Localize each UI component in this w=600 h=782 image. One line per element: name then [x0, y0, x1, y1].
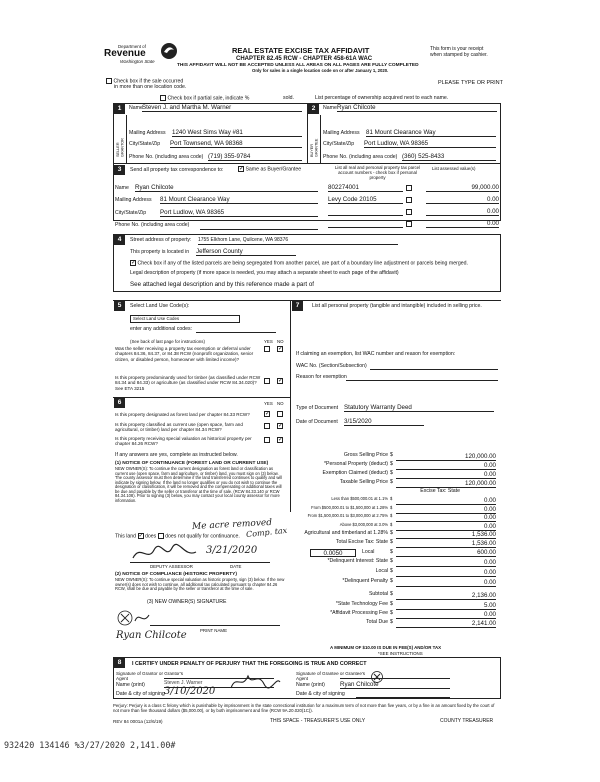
exemption-yes-checkbox[interactable] [264, 346, 270, 352]
see-back: (See back of last page for instructions) [130, 339, 205, 344]
seller-date[interactable]: 3/10/2020 [164, 686, 274, 699]
land-use-select[interactable]: Select Land Use Codes [130, 315, 240, 323]
seller-date-label: Date & city of signing [116, 691, 165, 697]
historic-question: Is this property receiving special valuation as historical property per chapter 84.26 RCW? [115, 436, 252, 447]
personal-property-label: List all personal property (tangible and intangible) included in selling price. [312, 303, 482, 309]
current-use-yes-checkbox[interactable] [264, 423, 270, 429]
tax-row-value[interactable]: 0.00 [396, 569, 496, 577]
land-use-label: Select Land Use Code(s): [130, 303, 190, 309]
tax-corr-name[interactable]: Ryan Chilcote [135, 184, 318, 192]
seller-print-label: Name (print) [116, 682, 145, 688]
tax-row-label: Gross Selling Price [343, 452, 388, 458]
tax-row-label: *Delinquent Penalty [342, 578, 388, 584]
buyer-city[interactable]: Port Ludlow, WA 98365 [364, 140, 496, 148]
only-for: Only for sales in a single location code on or after January 1, 2020. [252, 68, 389, 73]
exemption-no-checkbox[interactable]: ✓ [278, 346, 284, 352]
tax-row-value[interactable]: 0.00 [396, 579, 496, 587]
tax-row-value[interactable]: 2,136.00 [396, 592, 496, 600]
no-header-6: NO [277, 401, 284, 406]
county-label: This property is located in [130, 249, 190, 255]
multi-location-label-2: in more than one location code. [114, 84, 187, 90]
street-label: Street address of property: [130, 237, 192, 243]
tax-row [296, 569, 500, 579]
parcel-list [328, 184, 500, 232]
excise-state-header: Excise Tax: State [420, 488, 460, 494]
timber-no-checkbox[interactable]: ✓ [278, 378, 284, 384]
additional-codes-field[interactable] [196, 332, 276, 333]
buyer-side-label: BUYER GRANTEE [310, 138, 319, 157]
handwritten-note-2: Comp. tax [245, 525, 288, 540]
bracket-value[interactable]: 1,536.00 [396, 531, 496, 539]
personal-property-checkbox[interactable] [406, 221, 412, 227]
wac-field[interactable] [370, 369, 498, 370]
seller-print-name[interactable]: Steven J. Warner [164, 681, 274, 688]
does-label: does [144, 533, 157, 540]
legal-label: Legal description of property (if more space is needed, you may attach a separate sheet to each page of the affidavit) [130, 270, 399, 276]
parcel-header-1: List all real and personal property tax parcel [334, 165, 421, 170]
exemption-claim-label: If claiming an exemption, list WAC number and reason for exemption: [296, 351, 456, 357]
assessed-value[interactable]: 0.00 [426, 196, 499, 204]
rev-label: REV 84 0001a (12/6/19) [113, 719, 163, 724]
bracket-label: Above $3,000,000 at 3.0% [339, 521, 388, 527]
grantor-sig-label: Signature of Grantor or Grantor's Agent [116, 671, 184, 682]
personal-property-checkbox[interactable] [406, 209, 412, 215]
buyer-print-name[interactable]: Ryan Chilcote [340, 681, 450, 689]
tax-row-value[interactable]: 120,000.00 [396, 453, 496, 461]
currency-symbol: $ [390, 461, 393, 467]
forest-yes-checkbox[interactable]: ✓ [265, 411, 271, 417]
assessed-header: List assessed value(s) [432, 166, 476, 171]
certify-statement: I CERTIFY UNDER PENALTY OF PERJURY THAT THE FOREGOING IS TRUE AND CORRECT [132, 661, 367, 667]
doc-date-label: Date of Document [296, 419, 338, 425]
notice1-body: NEW OWNER(S): To continue the current designation as forest land or classification as current use (open space, farm and agriculture, or timber) land, you must sign on (3) below. The county assessor must then determine if the land transferred continues to qualify and will indicate by signing below. If the land no longer qualifies or you do not wish to continue the designation or classification, it will be removed and the compensating or additional taxes will be due and payable by the seller or transferor at the time of sale. (RCW 84.33.140 or RCW 84.34.108). Prior to signing (3) below, you may contact your local county assessor for more information. [115, 466, 283, 504]
additional-codes-label: enter any additional codes: [130, 326, 193, 332]
exemption-question: Was the seller receiving a property tax exemption or deferral under chapters 84.36, 84.37, or 84.38 RCW (nonprofit organization, senior citizen, or disabled person, homeowner with limited income)? [115, 346, 254, 362]
bracket-label: Total Excise Tax: State [335, 539, 388, 545]
bracket-value[interactable]: 0.00 [396, 523, 496, 531]
tax-row-value[interactable]: 0.00 [396, 462, 496, 470]
section-4-number: 4 [114, 235, 125, 245]
tax-row-label: *Delinquent Interest: State [327, 558, 388, 564]
assessed-value[interactable]: 99,000.00 [426, 184, 499, 192]
wac-label: WAC No. (Section/Subsection) [296, 363, 367, 369]
tax-corr-mailing[interactable]: 81 Mount Clearance Way [160, 196, 318, 204]
currency-symbol: $ [390, 539, 393, 545]
segregated-label: Check box if any of the listed parcels are being segregated from another parcel, are part of a boundary line adjustment or parcels being merged. [137, 260, 468, 267]
bracket-label: Agricultural and timberland at 1.28% [304, 530, 388, 536]
tax-row-value[interactable]: 0.00 [396, 471, 496, 479]
street-address[interactable]: 1755 Elkhorn Lane, Quilcene, WA 98376 [198, 238, 398, 245]
tax-row-label: *State Technology Fee [335, 601, 388, 607]
form-warning: THIS AFFIDAVIT WILL NOT BE ACCEPTED UNLESS ALL AREAS ON ALL PAGES ARE FULLY COMPLETED [177, 63, 419, 68]
same-as-buyer-label: Same as Buyer/Grantee [245, 166, 302, 173]
tax-row-label: Local [375, 568, 388, 574]
type-or-print: PLEASE TYPE OR PRINT [438, 80, 504, 86]
tax-row [296, 471, 500, 480]
forest-question: Is this property designated as forest land per chapter 84.33 RCW? [115, 412, 250, 417]
form-chapter: CHAPTER 82.45 RCW - CHAPTER 458-61A WAC [236, 56, 373, 62]
seller-side-label: SELLER GRANTOR [116, 138, 125, 157]
dept-line1: Department of [118, 44, 146, 49]
tax-corr-phone-label: Phone No. (including area code) [115, 222, 190, 228]
tax-corr-mailing-label: Mailing Address [115, 197, 152, 203]
parcel-header-2: account numbers - check box if personal property [338, 170, 417, 181]
buyer-mailing-label: Mailing Address [323, 130, 360, 136]
parcel-header [330, 165, 425, 180]
tax-calculation [296, 453, 500, 629]
tax-row [296, 480, 500, 489]
currency-symbol: $ [390, 549, 393, 555]
currency-symbol: $ [390, 504, 393, 510]
tax-corr-phone-field[interactable] [200, 229, 318, 230]
bracket-label: From $1,500,000.01 to $3,000,000 at 2.75% [307, 513, 388, 518]
currency-symbol: $ [390, 452, 393, 458]
if-yes-note: If any answers are yes, complete as instructed below. [115, 452, 238, 458]
bracket-value[interactable]: 1,536.00 [396, 540, 496, 548]
parcel-row [328, 196, 500, 208]
notice1-title: (1) NOTICE OF CONTINUANCE (FOREST LAND OR CURRENT USE) [115, 461, 269, 466]
currency-symbol: $ [390, 521, 393, 527]
historic-yes-checkbox[interactable] [264, 437, 270, 443]
buyer-city-label: City/State/Zip [323, 141, 355, 147]
seller-city[interactable]: Port Townsend, WA 98368 [170, 140, 302, 148]
printed-owner-name[interactable]: Ryan Chilcote [116, 630, 187, 641]
currency-symbol: $ [390, 558, 393, 564]
county-treasurer: COUNTY TREASURER [440, 718, 494, 724]
seller-name[interactable]: Steven J. and Martha M. Warner [142, 104, 302, 112]
currency-symbol: $ [390, 619, 393, 625]
tax-row-label: Subtotal [368, 591, 388, 597]
section-5-number: 5 [114, 301, 125, 311]
legal-description[interactable]: See attached legal description and by this reference made a part of [130, 281, 315, 288]
doc-date[interactable]: 3/15/2020 [344, 418, 424, 426]
deputy-label: DEPUTY ASSESSOR [150, 564, 193, 569]
currency-symbol: $ [390, 610, 393, 616]
tax-row-value[interactable]: 2,141.00 [396, 620, 496, 628]
doc-type-label: Type of Document [296, 405, 339, 411]
current-use-question: Is this property classified as current use (open space, farm and agricultural, or timber) land per chapter 84.34 RCW? [115, 422, 243, 433]
doc-type[interactable]: Statutory Warranty Deed [344, 404, 494, 412]
timber-question: Is this property predominantly used for timber (as classified under RCW 84.34 and 84.33) or agriculture (as classified under RCW 84.34.020)? See ETA 3215 [115, 375, 261, 391]
partial-sale-label: Check box if partial sale, indicate % [167, 95, 250, 102]
tax-row [296, 620, 500, 629]
buyer-date-label: Date & city of signing [296, 691, 345, 697]
currency-symbol: $ [390, 591, 393, 597]
seller-name-label: Name [129, 105, 143, 111]
currency-symbol: $ [390, 601, 393, 607]
parcel-row [328, 220, 500, 232]
form-title: REAL ESTATE EXCISE TAX AFFIDAVIT [232, 46, 370, 55]
assessed-value[interactable]: 0.00 [426, 220, 499, 228]
currency-symbol: $ [390, 578, 393, 584]
buyer-mailing[interactable]: 81 Mount Clearance Way [366, 129, 496, 137]
deputy-assessor-signature [130, 542, 200, 564]
parcel-number[interactable]: Levy Code 20105 [328, 196, 403, 204]
buyer-phone-label: Phone No. (including area code) [323, 154, 398, 160]
tax-row-label: Exemption Claimed (deduct) [322, 470, 388, 476]
minimum-due: A MINIMUM OF $10.00 IS DUE IN FEE(S) AND/OR TAX [330, 645, 442, 650]
partial-sale-checkbox[interactable] [160, 95, 166, 101]
this-land-row [115, 533, 240, 540]
swirl-logo-icon [160, 42, 178, 60]
currency-symbol: $ [390, 496, 393, 501]
cashier-stamp: 932420 134146 %3/27/2020 2,141.00# [4, 740, 176, 750]
currency-symbol: $ [390, 568, 393, 574]
seller-phone-label: Phone No. (including area code) [129, 154, 204, 160]
tax-row [296, 592, 500, 602]
owner-sig-label: (3) NEW OWNER(S) SIGNATURE [147, 599, 227, 605]
bracket-label: Less than $500,000.01 at 1.1% [331, 496, 388, 501]
date-label: DATE [230, 564, 242, 569]
receipt-note-1: This form is your receipt [430, 46, 484, 52]
parcel-number[interactable] [328, 208, 403, 216]
currency-symbol: $ [390, 479, 393, 485]
tax-corr-label: Send all property tax correspondence to: [130, 167, 224, 173]
section-3-number: 3 [114, 165, 125, 175]
assessed-value[interactable]: 0.00 [426, 208, 499, 216]
tax-corr-city-label: City/State/Zip [115, 210, 147, 216]
perjury-note: Perjury: Perjury is a class C felony which is punishable by imprisonment in the state correctional institution for a maximum term of not more than five years, or by a fine in an amount fixed by the court of not more than five thousand dollars ($5,000.00), or by both imprisonment and fine (RCW 9A.20.020(1C)). [113, 703, 495, 714]
see-instructions: *SEE INSTRUCTIONS [378, 651, 423, 656]
bracket-row [296, 540, 500, 549]
section-1-number: 1 [114, 104, 125, 114]
local-label: Local [362, 549, 375, 555]
tax-row-label: Total Due [366, 619, 388, 625]
reason-label: Reason for exemption [296, 374, 347, 380]
seller-mailing-label: Mailing Address [129, 130, 166, 136]
seller-phone[interactable]: (719) 355-9784 [208, 153, 302, 161]
tax-row-label: *Affidavit Processing Fee [330, 610, 388, 616]
print-name-label: PRINT NAME [200, 628, 227, 633]
bracket-label: From $500,000.01 to $1,500,000 at 1.28% [311, 504, 388, 510]
current-use-no-checkbox[interactable]: ✓ [278, 423, 284, 429]
bracket-row [296, 531, 500, 540]
parcel-row [328, 184, 500, 196]
local-rate-field[interactable]: 0.0050 [310, 549, 356, 557]
tax-corr-city[interactable]: Port Ludlow, WA 98365 [160, 209, 318, 217]
seller-city-label: City/State/Zip [129, 141, 161, 147]
buyer-name-label: Name [323, 105, 337, 111]
section-7-number: 7 [292, 301, 303, 311]
section-8-number: 8 [114, 658, 125, 668]
notice2-title: (2) NOTICE OF COMPLIANCE (HISTORIC PROPERTY) [115, 572, 237, 577]
buyer-print-label: Name (print) [296, 682, 325, 688]
partial-sale-check[interactable] [160, 95, 249, 102]
timber-yes-checkbox[interactable] [264, 378, 270, 384]
forest-no-checkbox[interactable] [277, 411, 283, 417]
not-qualify-label: does not qualify for continuance. [165, 533, 240, 540]
tax-row-value[interactable]: 5.00 [396, 602, 496, 610]
buyer-name[interactable]: Ryan Chilcote [337, 104, 497, 112]
land-does-checkbox[interactable]: ✓ [138, 533, 144, 539]
segregated-check[interactable] [130, 260, 500, 267]
section-6-number: 6 [114, 398, 125, 408]
currency-symbol: $ [390, 530, 393, 536]
tax-row-value[interactable]: 0.00 [396, 559, 496, 567]
yes-header-6: YES [264, 401, 273, 406]
reason-field[interactable] [346, 380, 498, 381]
owner-signature [115, 607, 155, 629]
personal-property-checkbox[interactable] [406, 197, 412, 203]
segregated-checkbox[interactable]: ✓ [131, 260, 137, 266]
seller-mailing[interactable]: 1240 West Sims Way #81 [172, 129, 302, 137]
no-header: NO [277, 339, 284, 344]
sold-label: sold. [283, 95, 294, 101]
tax-row [296, 611, 500, 620]
tax-row-label: *Personal Property (deduct) [323, 461, 388, 467]
tax-row [296, 602, 500, 611]
bracket-value[interactable]: 0.00 [396, 506, 496, 514]
historic-no-checkbox[interactable]: ✓ [278, 437, 284, 443]
dept-line3: Washington State [120, 59, 155, 65]
personal-property-checkbox[interactable] [406, 185, 412, 191]
currency-symbol: $ [390, 513, 393, 518]
dor-logo [104, 44, 155, 64]
yes-header: YES [264, 339, 273, 344]
tax-row-value[interactable]: 120,000.00 [396, 480, 496, 488]
this-land-label: This land [115, 533, 137, 540]
same-as-buyer[interactable] [238, 166, 301, 173]
grantee-sig-label: Signature of Grantee or Grantee's Agent [296, 671, 366, 682]
bracket-value[interactable]: 0.00 [396, 514, 496, 522]
tax-corr-name-label: Name [115, 185, 129, 191]
tax-row [296, 579, 500, 592]
ownership-label: List percentage of ownership acquired next to each name. [315, 95, 449, 101]
handwritten-note: Me acre removed [191, 517, 273, 533]
section-2-number: 2 [308, 104, 319, 114]
dept-line2: Revenue [104, 48, 146, 60]
multi-location-label-1: Check box if the sale occurred [113, 78, 184, 85]
parcel-number[interactable]: 802274001 [328, 184, 403, 192]
treasurer-only: THIS SPACE - TREASURER'S USE ONLY [270, 718, 366, 724]
parcel-row [328, 208, 500, 220]
currency-symbol: $ [390, 470, 393, 476]
bracket-row [296, 514, 500, 523]
notice2-body: NEW OWNER(S): To continue special valuation as historic property, sign (3) below. If the new owner(s) does not wish to continue, all additional tax calculated pursuant to chapter 84.26 RCW, shall be due and payable by the seller or transferor at the time of sale. [115, 577, 285, 592]
local-value[interactable]: 600.00 [396, 549, 496, 557]
land-not-qualify-checkbox[interactable] [158, 533, 164, 539]
tax-row-value[interactable]: 0.00 [396, 611, 496, 619]
same-as-buyer-checkbox[interactable]: ✓ [239, 166, 245, 172]
parcel-number[interactable] [328, 220, 403, 228]
deputy-date[interactable]: 3/21/2020 [206, 545, 258, 556]
buyer-phone[interactable]: (360) 525-8433 [402, 153, 496, 161]
county[interactable]: Jefferson County [196, 248, 296, 256]
bracket-value[interactable]: 0.00 [396, 497, 496, 505]
tax-row [296, 559, 500, 569]
tax-row-label: Taxable Selling Price [339, 479, 388, 485]
receipt-note-2: when stamped by cashier. [430, 52, 488, 58]
multi-location-checkbox[interactable] [106, 78, 112, 84]
